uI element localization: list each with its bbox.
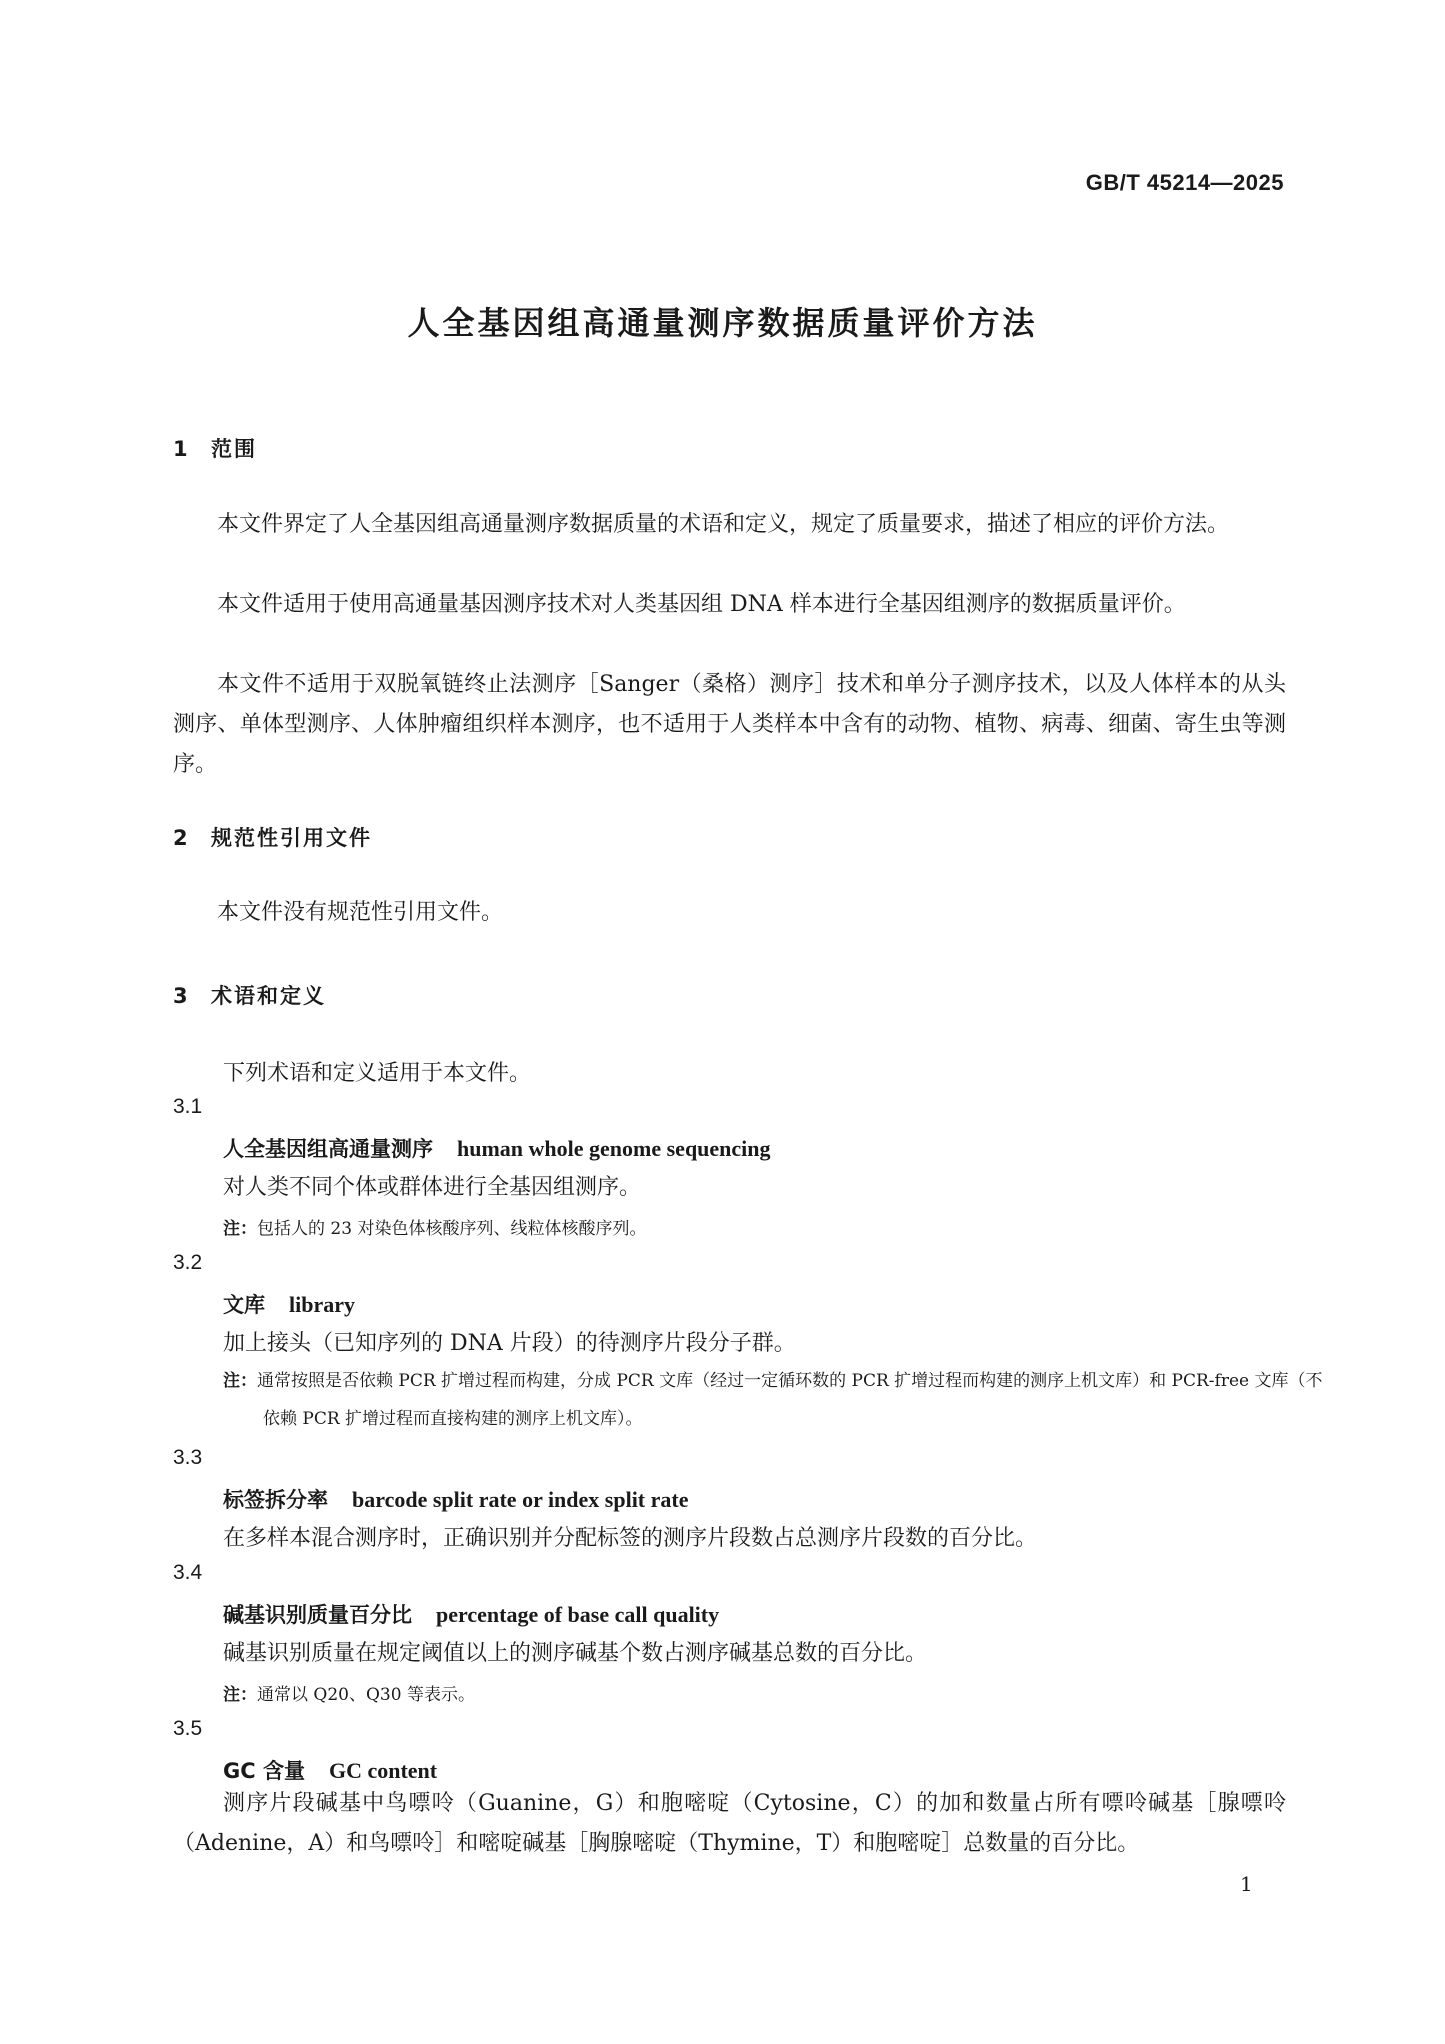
note-text: 通常按照是否依赖 PCR 扩增过程而构建，分成 PCR 文库（经过一定循环数的 PCR 扩增过程而构建的测序上机文库）和 PCR-free 文库（不依赖 PCR 扩增过程而直接构建的测序上机文库）。 — [257, 1371, 1323, 1429]
term-name-zh: 标签拆分率 — [223, 1488, 328, 1512]
term-number: 3.2 — [173, 1251, 203, 1274]
term-definition: 对人类不同个体或群体进行全基因组测序。 — [223, 1175, 642, 1200]
section-2-paragraph-1: 本文件没有规范性引用文件。 — [217, 900, 504, 925]
term-heading — [223, 1484, 689, 1514]
term-definition: 加上接头（已知序列的 DNA 片段）的待测序片段分子群。 — [223, 1331, 796, 1356]
section-3-intro: 下列术语和定义适用于本文件。 — [223, 1061, 532, 1086]
section-title: 规范性引用文件 — [211, 826, 372, 850]
term-number: 3.4 — [173, 1561, 203, 1584]
standard-number: GB/T 45214—2025 — [1085, 170, 1284, 195]
term-heading — [223, 1599, 719, 1629]
term-name-zh: 碱基识别质量百分比 — [223, 1603, 412, 1627]
section-title: 术语和定义 — [211, 984, 326, 1008]
section-number: 2 — [173, 826, 190, 850]
term-heading — [223, 1289, 355, 1319]
note-label: 注： — [223, 1685, 257, 1705]
note-text: 通常以 Q20、Q30 等表示。 — [257, 1685, 475, 1705]
term-name-en: GC content — [328, 1758, 438, 1783]
section-number: 1 — [173, 437, 190, 461]
term-note — [223, 1680, 475, 1705]
note-label: 注： — [223, 1219, 257, 1239]
section-number: 3 — [173, 984, 190, 1008]
page-number: 1 — [1240, 1872, 1253, 1896]
term-number: 3.5 — [173, 1717, 203, 1740]
term-heading — [223, 1755, 437, 1785]
section-title: 范围 — [211, 437, 257, 461]
term-note — [223, 1362, 1326, 1438]
term-heading — [223, 1133, 771, 1163]
term-name-en: human whole genome sequencing — [457, 1136, 771, 1161]
term-name-en: barcode split rate or index split rate — [352, 1487, 689, 1512]
term-name-zh: GC 含量 — [223, 1759, 305, 1783]
section-1-paragraph-1: 本文件界定了人全基因组高通量测序数据质量的术语和定义，规定了质量要求，描述了相应的评价方法。 — [217, 512, 1230, 537]
term-name-en: library — [289, 1292, 355, 1317]
section-1-paragraph-2: 本文件适用于使用高通量基因测序技术对人类基因组 DNA 样本进行全基因组测序的数据质量评价。 — [217, 592, 1186, 617]
term-definition: 在多样本混合测序时，正确识别并分配标签的测序片段数占总测序片段数的百分比。 — [223, 1526, 1038, 1551]
section-3-heading — [173, 980, 326, 1010]
term-number: 3.3 — [173, 1446, 203, 1469]
term-name-zh: 人全基因组高通量测序 — [223, 1137, 433, 1161]
section-1-heading — [173, 433, 257, 463]
term-definition: 测序片段碱基中鸟嘌呤（Guanine，G）和胞嘧啶（Cytosine，C）的加和数量占所有嘌呤碱基［腺嘌呤（Adenine，A）和鸟嘌呤］和嘧啶碱基［胸腺嘧啶（Thymine，T）和胞嘧啶］总数量的百分比。 — [173, 1791, 1286, 1856]
term-definition: 碱基识别质量在规定阈值以上的测序碱基个数占测序碱基总数的百分比。 — [223, 1641, 928, 1666]
term-number: 3.1 — [173, 1095, 203, 1118]
section-2-heading — [173, 822, 372, 852]
document-title: 人全基因组高通量测序数据质量评价方法 — [407, 304, 1038, 342]
section-1-paragraph-3: 本文件不适用于双脱氧链终止法测序［Sanger（桑格）测序］技术和单分子测序技术，以及人体样本的从头测序、单体型测序、人体肿瘤组织样本测序，也不适用于人类样本中含有的动物、植物、病毒、细菌、寄生虫等测序。 — [173, 672, 1286, 777]
term-name-zh: 文库 — [223, 1293, 265, 1317]
term-note — [223, 1214, 646, 1239]
note-text: 包括人的 23 对染色体核酸序列、线粒体核酸序列。 — [257, 1219, 647, 1239]
term-name-en: percentage of base call quality — [436, 1602, 720, 1627]
note-label: 注： — [223, 1371, 257, 1391]
